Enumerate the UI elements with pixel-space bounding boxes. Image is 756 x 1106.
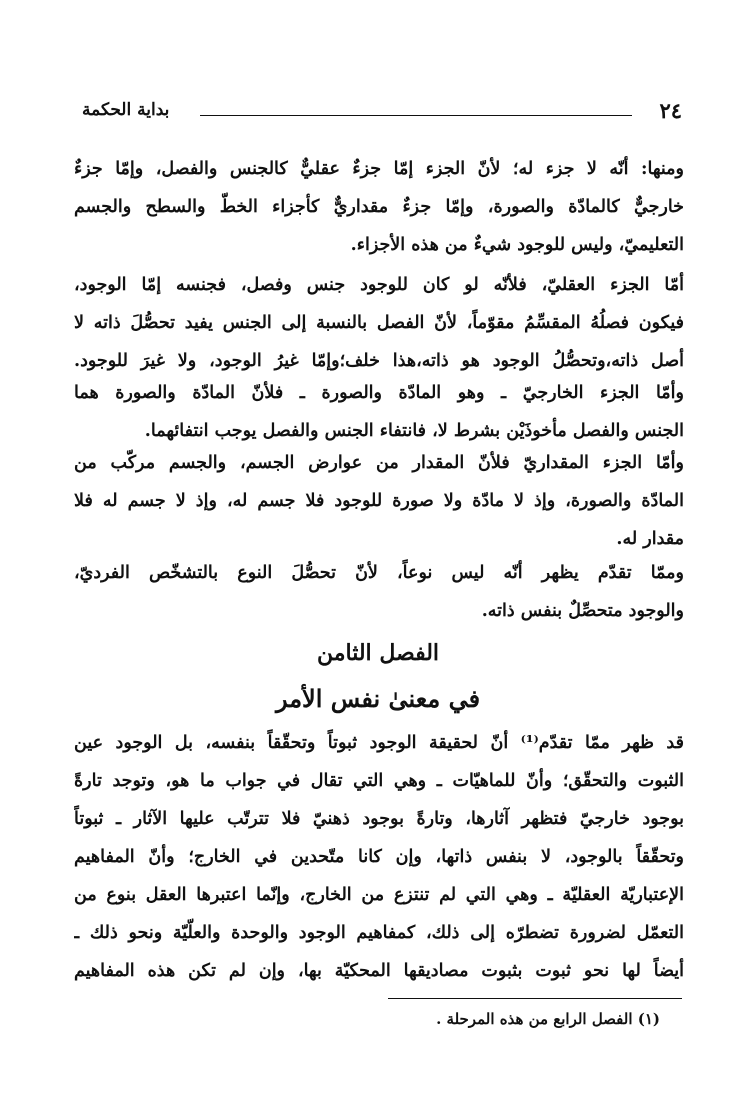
paragraph-no-parts	[74, 150, 684, 264]
running-header	[82, 98, 682, 128]
header-rule	[200, 115, 632, 116]
text-line: المادّة والصورة، وإذ لا مادّة ولا صورة للوجود فلا جسم له، وإذ لا جسم له فلا	[74, 491, 684, 511]
text-line: قد ظهر ممّا تقدّم⁽¹⁾ أنّ لحقيقة الوجود ثبوتاً وتحقّقاً بنفسه، بل الوجود عين	[74, 733, 684, 753]
text-line: الجنس والفصل مأخوذَيْن بشرط لا، فانتفاء الجنس والفصل يوجب انتفائهما.	[144, 421, 684, 441]
text-line: وأمّا الجزء الخارجيّ ـ وهو المادّة والصورة ـ فلأنّ المادّة والصورة هما	[74, 383, 684, 403]
text-line: التعمّل لضرورة تضطرّه إلى ذلك، كمفاهيم الوجود والوحدة والعلّيّة ونحو ذلك ـ	[74, 923, 684, 943]
paragraph-not-species	[74, 554, 684, 630]
chapter-heading: الفصل الثامن	[316, 640, 440, 666]
text-line: خارجيٌّ كالمادّة والصورة، وإمّا جزءٌ مقداريٌّ كأجزاء الخطّ والسطح والجسم	[74, 197, 684, 217]
paragraph-rational-part	[74, 266, 684, 380]
text-line: والوجود متحصِّلٌ بنفس ذاته.	[481, 601, 684, 621]
text-line: بوجود خارجيّ فتظهر آثارها، وتارةً بوجود ذهنيّ فلا تترتّب عليها الآثار ـ ثبوتاً	[74, 809, 684, 829]
text-line: فيكون فصلُهُ المقسِّمُ مقوّماً، لأنّ الفصل بالنسبة إلى الجنس يفيد تحصُّلَ ذاته لا	[74, 313, 684, 333]
text-line: الثبوت والتحقّق؛ وأنّ للماهيّات ـ وهي التي تقال في جواب ما هو، وتوجد تارةً	[74, 771, 684, 791]
text-line: أيضاً لها نحو ثبوت بثبوت مصاديقها المحكيّة بها، وإن لم تكن هذه المفاهيم	[74, 961, 684, 981]
section-title: في معنىٰ نفس الأمر	[275, 684, 481, 713]
text-line: الإعتباريّة العقليّة ـ وهي التي لم تنتزع من الخارج، وإنّما اعتبرها العقل بنوع من	[74, 885, 684, 905]
running-title: بداية الحكمة	[82, 100, 170, 120]
footnote: (١) الفصل الرابع من هذه المرحلة .	[436, 1010, 660, 1028]
text-line: مقدار له.	[616, 529, 684, 549]
text-line: ومنها: أنّه لا جزء له؛ لأنّ الجزء إمّا جزءٌ عقليٌّ كالجنس والفصل، وإمّا جزءٌ	[74, 159, 684, 179]
text-line: التعليميّ، وليس للوجود شيءٌ من هذه الأجزاء.	[350, 235, 684, 255]
text-line: أصل ذاته،وتحصُّلُ الوجود هو ذاته،هذا خلف؛وإمّا غيرُ الوجود، ولا غيرَ للوجود.	[74, 351, 684, 371]
text-line: أمّا الجزء العقليّ، فلأنّه لو كان للوجود جنس وفصل، فجنسه إمّا الوجود،	[74, 275, 684, 295]
text-line: وتحقّقاً بالوجود، لا بنفس ذاتها، وإن كانا متّحدين في الخارج؛ وأنّ المفاهيم	[74, 847, 684, 867]
paragraph-external-part	[74, 374, 684, 450]
footnote-rule	[388, 998, 682, 999]
paragraph-quantitative-part	[74, 444, 684, 558]
text-line: وأمّا الجزء المقداريّ فلأنّ المقدار من عوارض الجسم، والجسم مركّب من	[74, 453, 684, 473]
text-line: وممّا تقدّم يظهر أنّه ليس نوعاً، لأنّ تحصُّلَ النوع بالتشخّص الفرديّ،	[74, 563, 684, 583]
paragraph-nafs-al-amr	[74, 724, 684, 990]
page-number: ٢٤	[659, 98, 682, 123]
